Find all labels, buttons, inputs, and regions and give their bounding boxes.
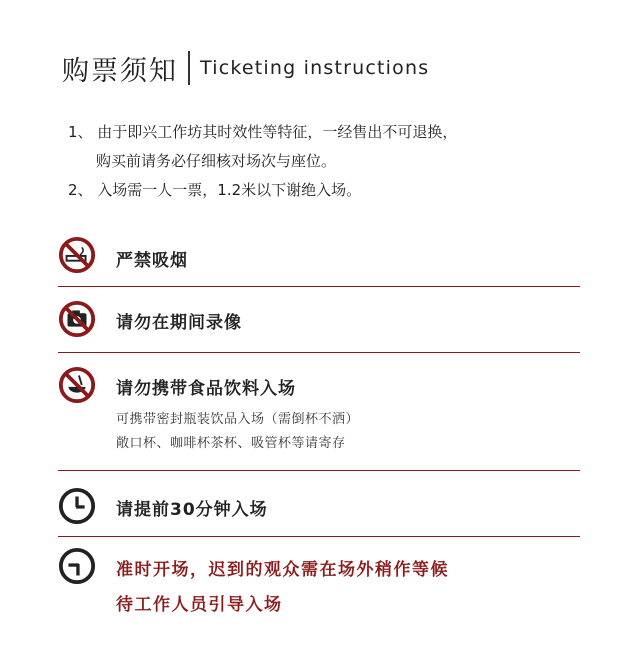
- divider: [58, 536, 580, 537]
- rule-subtext: 可携带密封瓶装饮品入场（需倒杯不洒）: [116, 412, 360, 427]
- note-item: 购买前请务必仔细核对场次与座位。: [96, 152, 337, 170]
- note-item: 1、 由于即兴工作坊其时效性等特征，一经售出不可退换，: [68, 123, 458, 141]
- late-notice-line: 待工作人员引导入场: [116, 595, 283, 615]
- page-subtitle: Ticketing instructions: [200, 57, 430, 79]
- note-item: 2、 入场需一人一票，1.2米以下谢绝入场。: [68, 181, 362, 199]
- divider: [58, 352, 580, 353]
- rule-title: 请勿携带食品饮料入场: [116, 379, 296, 399]
- page-header: [62, 48, 429, 88]
- no-smoking-icon: [58, 236, 96, 274]
- divider: [58, 470, 580, 471]
- late-notice-line: 准时开场，迟到的观众需在场外稍作等候: [116, 560, 449, 580]
- clock-late-icon: [58, 547, 96, 585]
- title-divider: [188, 51, 190, 85]
- rule-title: 请提前30分钟入场: [116, 500, 268, 520]
- rule-title: 请勿在期间录像: [116, 313, 242, 333]
- clock-icon: [58, 487, 96, 525]
- page-title: 购票须知: [62, 55, 178, 87]
- rule-title: 严禁吸烟: [116, 251, 188, 271]
- no-camera-icon: [58, 300, 96, 338]
- divider: [58, 286, 580, 287]
- rule-subtext: 敞口杯、咖啡杯茶杯、吸管杯等请寄存: [116, 436, 346, 451]
- no-food-icon: [58, 366, 96, 404]
- notes-list: [68, 118, 457, 205]
